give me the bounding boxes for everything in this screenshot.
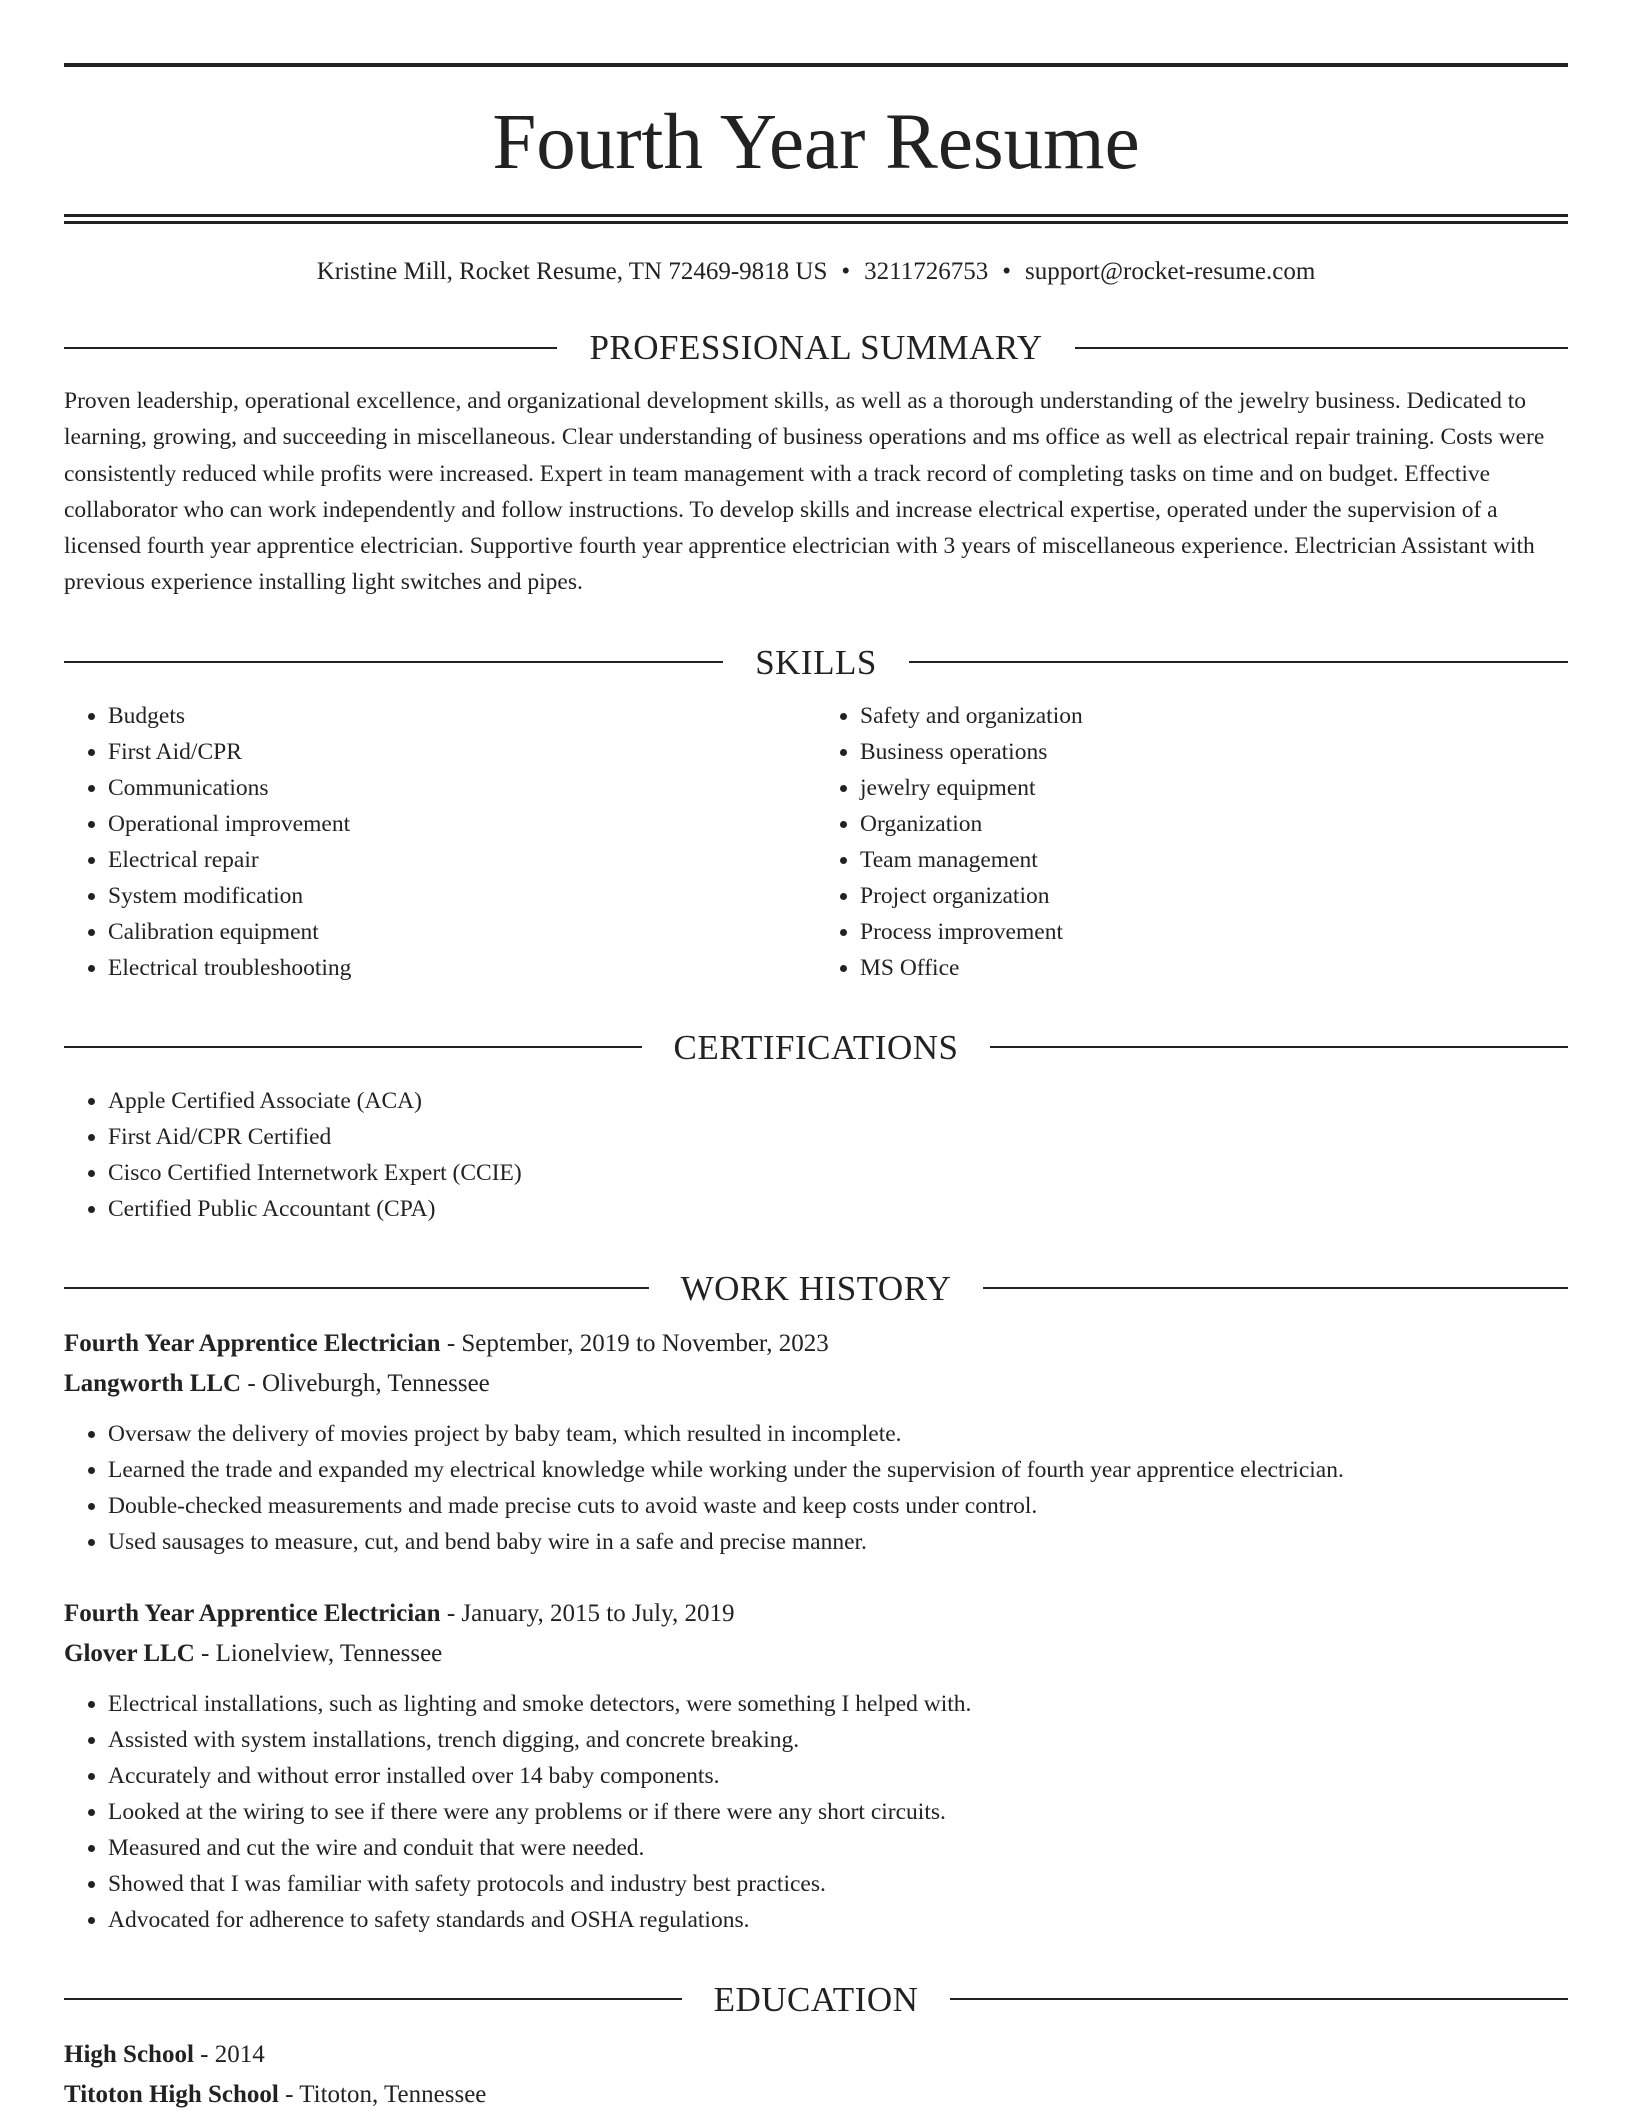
job-bullets xyxy=(64,1686,1568,1938)
skill-item: • Electrical repair xyxy=(108,842,816,878)
job-bullet: • Showed that I was familiar with safety protocols and industry best practices. xyxy=(108,1866,1568,1902)
certification-item: • Cisco Certified Internetwork Expert (CCIE) xyxy=(108,1155,1568,1191)
heading-rule-left xyxy=(64,1998,682,2000)
job-company: Langworth LLC xyxy=(64,1369,242,1397)
skill-item: • Communications xyxy=(108,770,816,806)
heading-rule-right xyxy=(950,1998,1568,2000)
skills-heading: SKILLS xyxy=(755,642,877,682)
job-company-line xyxy=(64,1634,1568,1674)
job-bullet: • Used sausages to measure, cut, and bend baby wire in a safe and precise manner. xyxy=(108,1524,1568,1560)
heading-rule-left xyxy=(64,347,557,349)
skills-list-right xyxy=(816,698,1568,986)
skill-item: • Team management xyxy=(860,842,1568,878)
job-dates: - September, 2019 to November, 2023 xyxy=(440,1329,829,1357)
skill-item: • Calibration equipment xyxy=(108,914,816,950)
job-bullet: • Measured and cut the wire and conduit that were needed. xyxy=(108,1830,1568,1866)
contact-separator: • xyxy=(1002,258,1011,285)
certifications-section-heading xyxy=(64,1027,1568,1067)
certification-item: • Certified Public Accountant (CPA) xyxy=(108,1191,1568,1227)
skill-item: • jewelry equipment xyxy=(860,770,1568,806)
education-degree: High School xyxy=(64,2040,194,2068)
heading-rule-left xyxy=(64,661,723,663)
contact-email: support@rocket-resume.com xyxy=(1024,258,1316,285)
top-rule xyxy=(64,63,1568,67)
skill-item: • Budgets xyxy=(108,698,816,734)
contact-separator: • xyxy=(841,258,851,285)
work-heading: WORK HISTORY xyxy=(680,1268,952,1308)
education-year: - 2014 xyxy=(193,2040,265,2068)
resume-title: Fourth Year Resume xyxy=(492,99,1140,186)
education-degree-line xyxy=(64,2035,1568,2075)
job-bullet: • Looked at the wiring to see if there were any problems or if there were any short circuits. xyxy=(108,1794,1568,1830)
skill-item: • Business operations xyxy=(860,734,1568,770)
job-entry xyxy=(64,1594,1568,1938)
contact-phone: 3211726753 xyxy=(864,258,989,285)
skill-item: • Organization xyxy=(860,806,1568,842)
job-entry xyxy=(64,1324,1568,1560)
heading-rule-left xyxy=(64,1046,642,1048)
certification-item: • First Aid/CPR Certified xyxy=(108,1119,1568,1155)
skills-section-heading xyxy=(64,642,1568,682)
job-bullet: • Double-checked measurements and made precise cuts to avoid waste and keep costs under control. xyxy=(108,1488,1568,1524)
job-title: Fourth Year Apprentice Electrician xyxy=(64,1599,441,1627)
job-bullets xyxy=(64,1416,1568,1560)
certifications-list xyxy=(64,1083,1568,1227)
education-section-heading xyxy=(64,1979,1568,2019)
job-title-line xyxy=(64,1324,1568,1364)
heading-rule-left xyxy=(64,1287,649,1289)
skill-item: • First Aid/CPR xyxy=(108,734,816,770)
education-heading: EDUCATION xyxy=(713,1979,919,2019)
contact-line xyxy=(64,258,1568,286)
job-title: Fourth Year Apprentice Electrician xyxy=(64,1329,441,1357)
job-bullet: • Accurately and without error installed over 14 baby components. xyxy=(108,1758,1568,1794)
title-double-rule xyxy=(64,214,1568,224)
summary-text: Proven leadership, operational excellence, and organizational development skills, as well as a thorough understanding of the jewelry business. Dedicated to learning, growing, and succeeding in miscellaneous. Clear understanding of business operations and ms office as well as electrical repair training. Costs were consistently reduced while profits were increased. Expert in team management with a track record of completing tasks on time and on budget. Effective collaborator who can work independently and follow instructions. To develop skills and increase electrical expertise, operated under the supervision of a licensed fourth year apprentice electrician. Supportive fourth year apprentice electrician with 3 years of miscellaneous experience. Electrician Assistant with previous experience installing light switches and pipes. xyxy=(64,388,1545,596)
job-title-line xyxy=(64,1594,1568,1634)
job-dates: - January, 2015 to July, 2019 xyxy=(440,1599,735,1627)
job-bullet: • Learned the trade and expanded my electrical knowledge while working under the supervision of fourth year apprentice electrician. xyxy=(108,1452,1568,1488)
heading-rule-right xyxy=(909,661,1568,663)
job-bullet: • Advocated for adherence to safety standards and OSHA regulations. xyxy=(108,1902,1568,1938)
education-school-line xyxy=(64,2075,1568,2115)
job-company: Glover LLC xyxy=(64,1639,195,1667)
skill-item: • System modification xyxy=(108,878,816,914)
job-bullet: • Assisted with system installations, trench digging, and concrete breaking. xyxy=(108,1722,1568,1758)
job-location: - Lionelview, Tennessee xyxy=(194,1639,443,1667)
skill-item: • Project organization xyxy=(860,878,1568,914)
skill-item: • Process improvement xyxy=(860,914,1568,950)
work-section-heading xyxy=(64,1268,1568,1308)
education-school: Titoton High School xyxy=(64,2080,279,2108)
job-bullet: • Electrical installations, such as lighting and smoke detectors, were something I helped with. xyxy=(108,1686,1568,1722)
summary-heading: PROFESSIONAL SUMMARY xyxy=(589,328,1043,367)
skill-item: • Electrical troubleshooting xyxy=(108,950,816,986)
heading-rule-right xyxy=(990,1046,1568,1048)
certifications-heading: CERTIFICATIONS xyxy=(673,1027,959,1067)
education-entry xyxy=(64,2035,1568,2115)
heading-rule-right xyxy=(1075,347,1568,349)
skills-list-left xyxy=(64,698,816,986)
skills-columns xyxy=(64,698,1568,986)
job-bullet: • Oversaw the delivery of movies project by baby team, which resulted in incomplete. xyxy=(108,1416,1568,1452)
skill-item: • MS Office xyxy=(860,950,1568,986)
job-company-line xyxy=(64,1364,1568,1404)
job-location: - Oliveburgh, Tennessee xyxy=(241,1369,490,1397)
education-location: - Titoton, Tennessee xyxy=(278,2080,487,2108)
summary-section-heading xyxy=(64,330,1568,365)
contact-address: Kristine Mill, Rocket Resume, TN 72469-9818 US xyxy=(316,258,828,285)
heading-rule-right xyxy=(983,1287,1568,1289)
certification-item: • Apple Certified Associate (ACA) xyxy=(108,1083,1568,1119)
skill-item: • Safety and organization xyxy=(860,698,1568,734)
skill-item: • Operational improvement xyxy=(108,806,816,842)
